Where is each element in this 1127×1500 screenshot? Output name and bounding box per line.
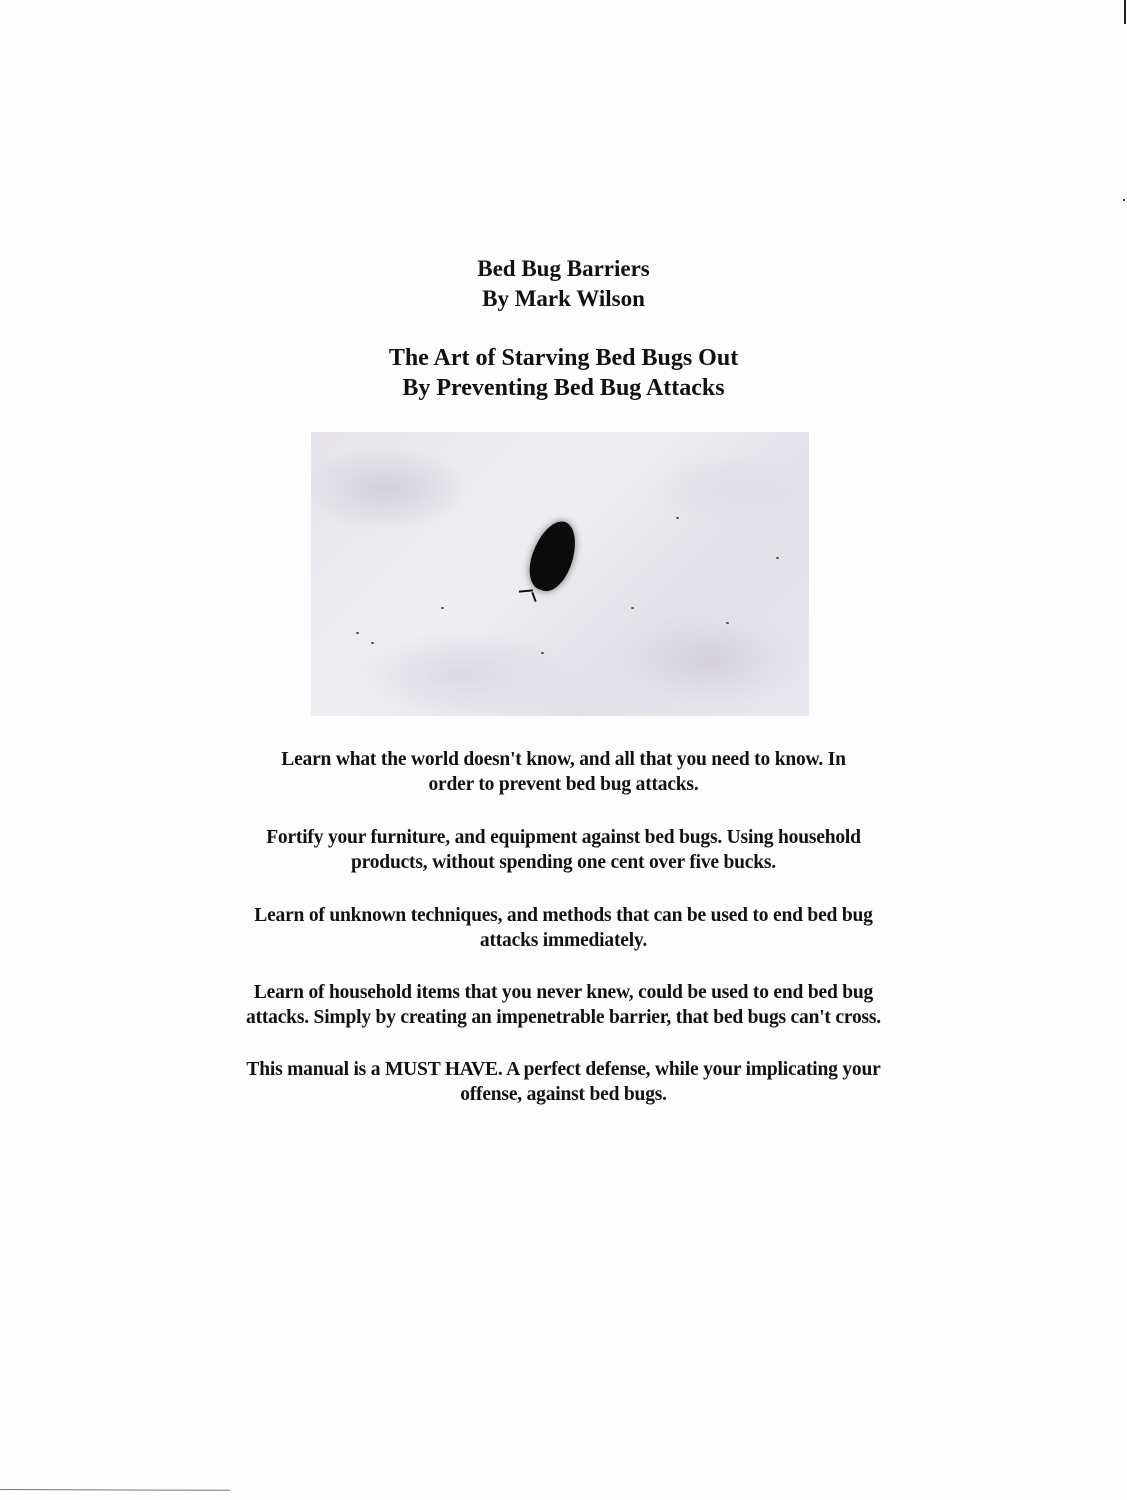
scan-speck xyxy=(1123,199,1125,201)
photo-speck xyxy=(441,607,444,609)
photo-speck xyxy=(356,632,359,634)
subtitle-block xyxy=(0,343,1127,403)
paragraph-5 xyxy=(150,1057,977,1107)
paragraph-line: Learn of household items that you never knew, could be used to end bed bug xyxy=(253,982,874,1003)
paragraph-line: offense, against bed bugs. xyxy=(460,1084,667,1105)
photo-speck xyxy=(676,517,679,519)
paragraph-4 xyxy=(150,980,977,1030)
paragraph-line: attacks immediately. xyxy=(479,930,648,951)
paragraph-3 xyxy=(150,903,977,953)
paragraph-line: order to prevent bed bug attacks. xyxy=(428,774,699,795)
author-line: By Mark Wilson xyxy=(482,286,645,311)
document-title: Bed Bug Barriers xyxy=(477,256,650,281)
paragraph-line: Learn what the world doesn't know, and all that you need to know. In xyxy=(281,749,846,770)
photo-speck xyxy=(726,622,729,624)
bed-bug-icon xyxy=(522,515,584,596)
paragraph-line: attacks. Simply by creating an impenetrable barrier, that bed bugs can't cross. xyxy=(246,1007,881,1028)
photo-speck xyxy=(776,557,779,559)
paragraph-2 xyxy=(150,825,977,875)
bug-leg xyxy=(531,592,536,602)
photo-speck xyxy=(371,642,374,644)
photo-speck xyxy=(631,607,634,609)
paragraph-line: This manual is a MUST HAVE. A perfect defense, while your implicating your xyxy=(246,1059,881,1080)
paragraph-1 xyxy=(150,747,977,797)
bed-bug-photo xyxy=(311,432,809,716)
paragraph-line: products, without spending one cent over five bucks. xyxy=(351,852,776,873)
title-block xyxy=(0,254,1127,314)
subtitle-line-1: The Art of Starving Bed Bugs Out xyxy=(388,345,739,371)
paragraph-line: Fortify your furniture, and equipment against bed bugs. Using household xyxy=(266,827,861,848)
scan-edge-mark xyxy=(1124,0,1126,24)
subtitle-line-2: By Preventing Bed Bug Attacks xyxy=(402,375,725,401)
photo-speck xyxy=(541,652,544,654)
paragraph-line: Learn of unknown techniques, and methods that can be used to end bed bug xyxy=(254,905,873,926)
scan-edge-line xyxy=(0,1489,230,1491)
